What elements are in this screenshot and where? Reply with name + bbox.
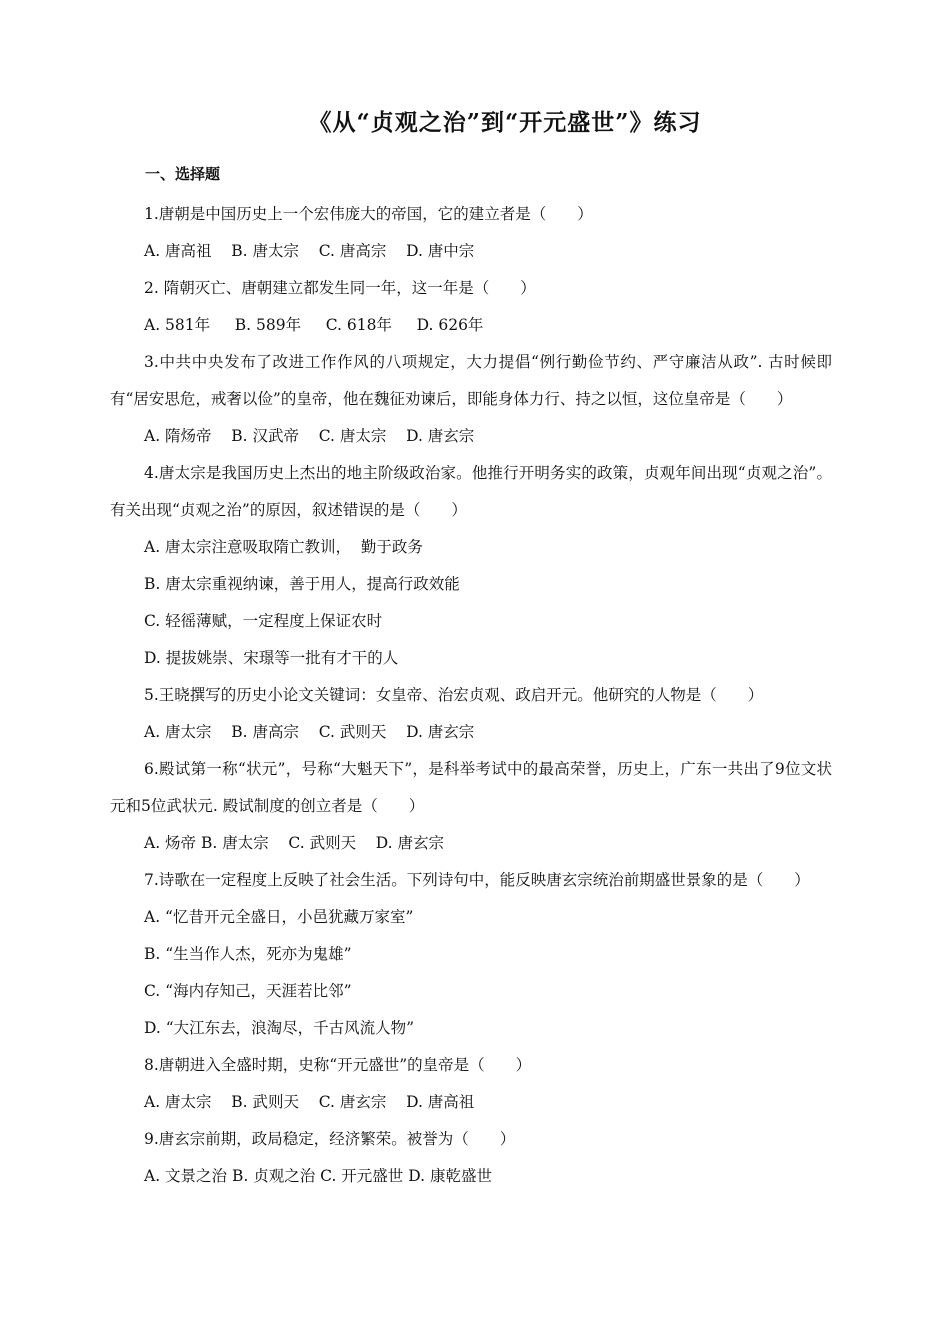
question-stem: 6.殿试第一称“状元”，号称“大魁天下”，是科举考试中的最高荣誉，历史上，广东一共出了9位文状元和5位武状元. 殿试制度的创立者是（ ） <box>110 760 832 815</box>
question-options: A. 581年 B. 589年 C. 618年 D. 626年 <box>144 316 484 334</box>
question-8 <box>110 1047 832 1121</box>
option-c: C. 轻徭薄赋，一定程度上保证农时 <box>144 612 383 630</box>
question-stem: 1.唐朝是中国历史上一个宏伟庞大的帝国，它的建立者是（ ） <box>144 205 593 223</box>
question-2 <box>110 270 832 344</box>
question-stem: 4.唐太宗是我国历史上杰出的地主阶级政治家。他推行开明务实的政策，贞观年间出现“贞观之治”。有关出现“贞观之治”的原因，叙述错误的是（ ） <box>110 464 832 519</box>
question-7 <box>110 862 832 1047</box>
option-d: D. “大江东去，浪淘尽，千古风流人物” <box>144 1019 415 1037</box>
question-list <box>110 196 832 1195</box>
document-title: 《从“贞观之治”到“开元盛世”》练习 <box>308 109 702 136</box>
question-1 <box>110 196 832 270</box>
question-options: A. 隋炀帝 B. 汉武帝 C. 唐太宗 D. 唐玄宗 <box>144 427 475 445</box>
question-stem: 3.中共中央发布了改进工作作风的八项规定，大力提倡“例行勤俭节约、严守廉洁从政”. 古时候即有“居安思危，戒奢以俭”的皇帝，他在魏征劝谏后，即能身体力行、持之以恒，这位皇帝是（ ） <box>110 353 832 408</box>
question-options: A. 唐高祖 B. 唐太宗 C. 唐高宗 D. 唐中宗 <box>144 242 475 260</box>
question-options: A. 炀帝 B. 唐太宗 C. 武则天 D. 唐玄宗 <box>144 834 445 852</box>
question-stem: 8.唐朝进入全盛时期，史称“开元盛世”的皇帝是（ ） <box>144 1056 532 1074</box>
question-3 <box>110 344 832 455</box>
question-options: A. 唐太宗 B. 武则天 C. 唐玄宗 D. 唐高祖 <box>144 1093 475 1111</box>
question-6 <box>110 751 832 862</box>
question-stem: 2. 隋朝灭亡、唐朝建立都发生同一年，这一年是（ ） <box>144 279 536 297</box>
question-options: A. 唐太宗 B. 唐高宗 C. 武则天 D. 唐玄宗 <box>144 723 475 741</box>
question-stem: 9.唐玄宗前期，政局稳定，经济繁荣。被誉为（ ） <box>144 1130 516 1148</box>
option-a: A. 唐太宗注意吸取隋亡教训， 勤于政务 <box>144 538 423 556</box>
question-options: A. 文景之治 B. 贞观之治 C. 开元盛世 D. 康乾盛世 <box>144 1167 492 1185</box>
question-9 <box>110 1121 832 1195</box>
option-b: B. “生当作人杰，死亦为鬼雄” <box>144 945 352 963</box>
option-a: A. “忆昔开元全盛日，小邑犹藏万家室” <box>144 908 414 926</box>
option-c: C. “海内存知己，天涯若比邻” <box>144 982 352 1000</box>
question-4 <box>110 455 832 677</box>
section-heading: 一、选择题 <box>145 165 221 183</box>
question-stem: 7.诗歌在一定程度上反映了社会生活。下列诗句中，能反映唐玄宗统治前期盛世景象的是（ ） <box>144 871 810 889</box>
question-stem: 5.王晓撰写的历史小论文关键词：女皇帝、治宏贞观、政启开元。他研究的人物是（ ） <box>144 686 764 704</box>
question-5 <box>110 677 832 751</box>
option-b: B. 唐太宗重视纳谏，善于用人，提高行政效能 <box>144 575 460 593</box>
option-d: D. 提拔姚崇、宋璟等一批有才干的人 <box>144 649 399 667</box>
